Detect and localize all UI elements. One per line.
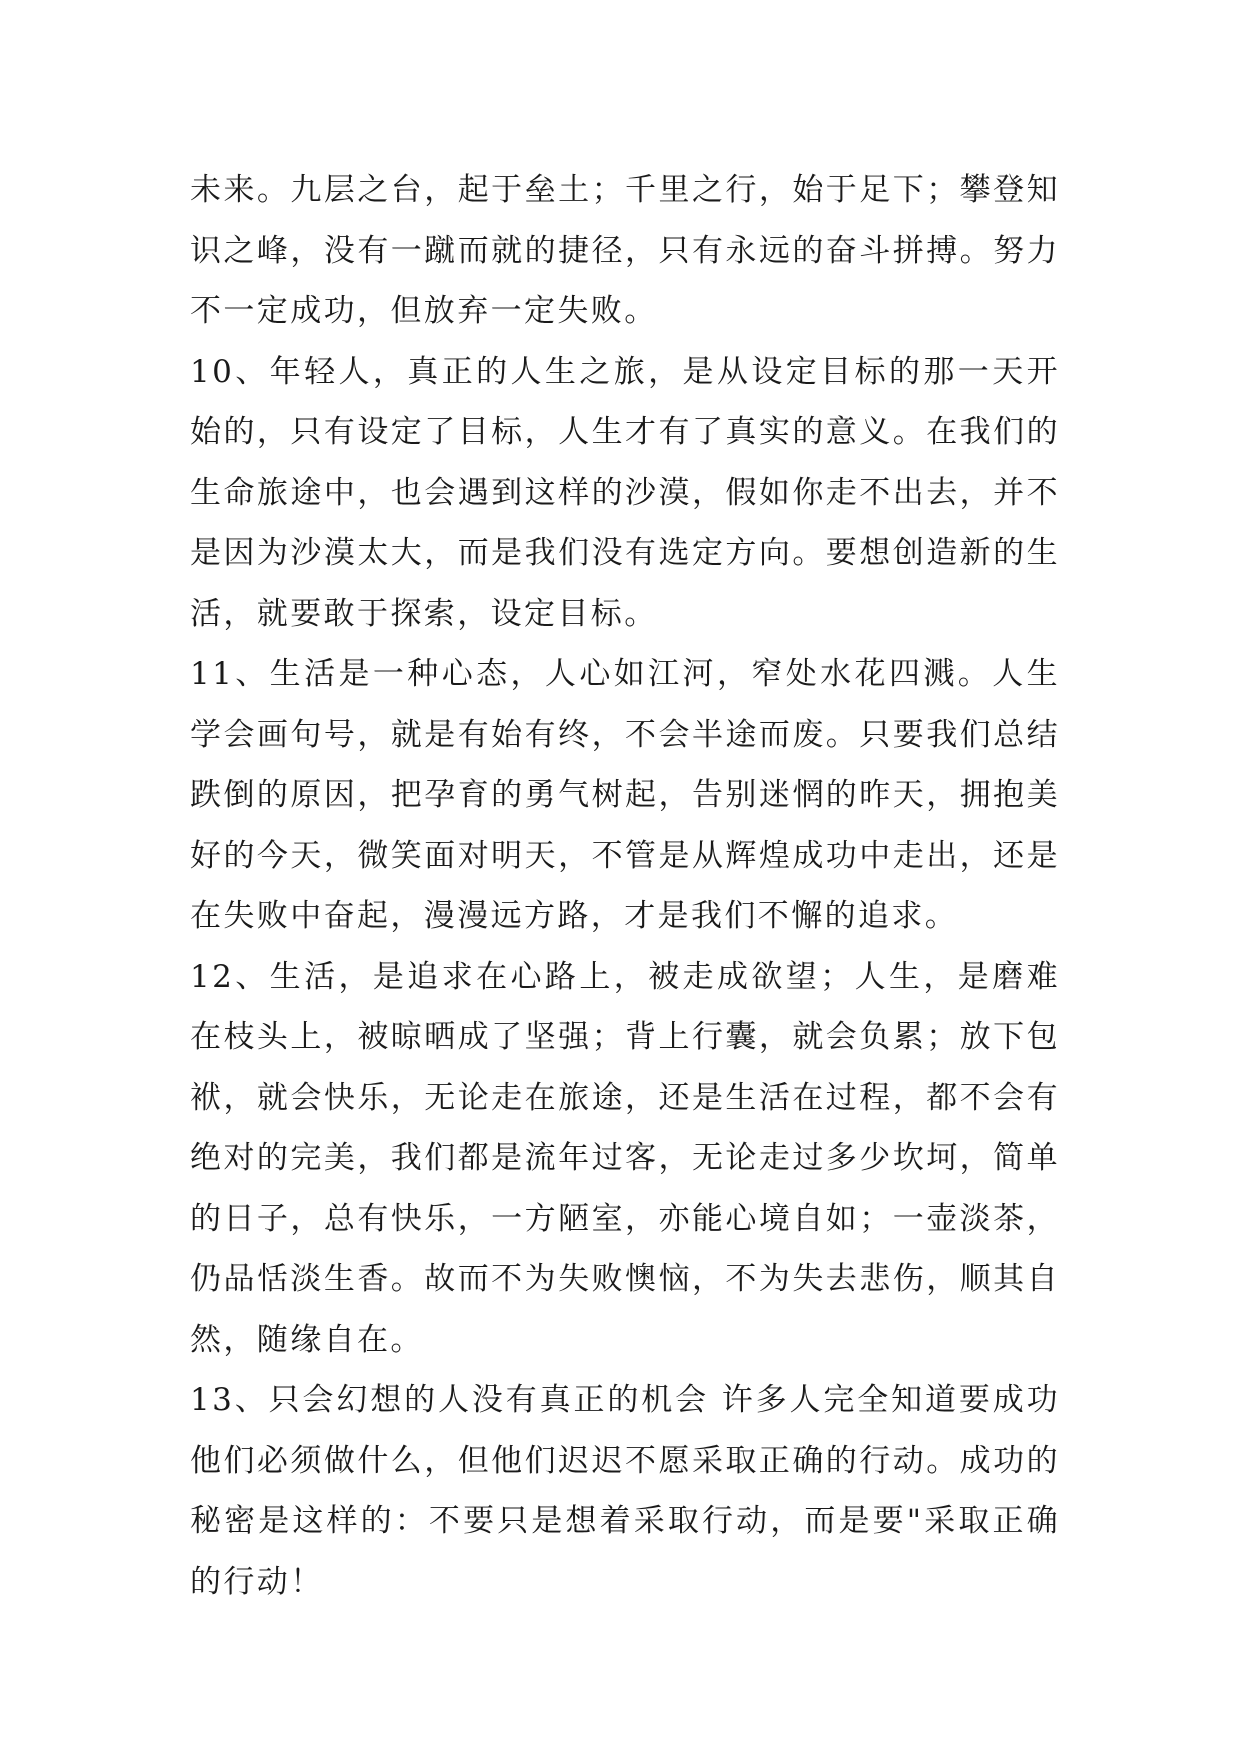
paragraph-continuation: 未来。九层之台，起于垒土；千里之行，始于足下；攀登知识之峰，没有一蹴而就的捷径，只有永远的奋斗拼搏。努力不一定成功，但放弃一定失败。 bbox=[190, 172, 1060, 329]
paragraph-11: 11、生活是一种心态，人心如江河，窄处水花四溅。人生学会画句号，就是有始有终，不会半途而废。只要我们总结跌倒的原因，把孕育的勇气树起，告别迷惘的昨天，拥抱美好的今天，微笑面对明天，不管是从辉煌成功中走出，还是在失败中奋起，漫漫远方路，才是我们不懈的追求。 bbox=[190, 656, 1060, 934]
paragraph-13: 13、只会幻想的人没有真正的机会 许多人完全知道要成功他们必须做什么，但他们迟迟不愿采取正确的行动。成功的秘密是这样的：不要只是想着采取行动，而是要"采取正确的行动！ bbox=[190, 1382, 1060, 1600]
paragraph-10: 10、年轻人，真正的人生之旅，是从设定目标的那一天开始的，只有设定了目标，人生才有了真实的意义。在我们的生命旅途中，也会遇到这样的沙漠，假如你走不出去，并不是因为沙漠太大，而是我们没有选定方向。要想创造新的生活，就要敢于探索，设定目标。 bbox=[190, 353, 1060, 632]
document-body bbox=[190, 160, 1060, 1612]
paragraph-12: 12、生活，是追求在心路上，被走成欲望；人生，是磨难在枝头上，被晾晒成了坚强；背上行囊，就会负累；放下包袱，就会快乐，无论走在旅途，还是生活在过程，都不会有绝对的完美，我们都是流年过客，无论走过多少坎坷，简单的日子，总有快乐，一方陋室，亦能心境自如；一壶淡茶，仍品恬淡生香。故而不为失败懊恼，不为失去悲伤，顺其自然，随缘自在。 bbox=[190, 958, 1060, 1358]
